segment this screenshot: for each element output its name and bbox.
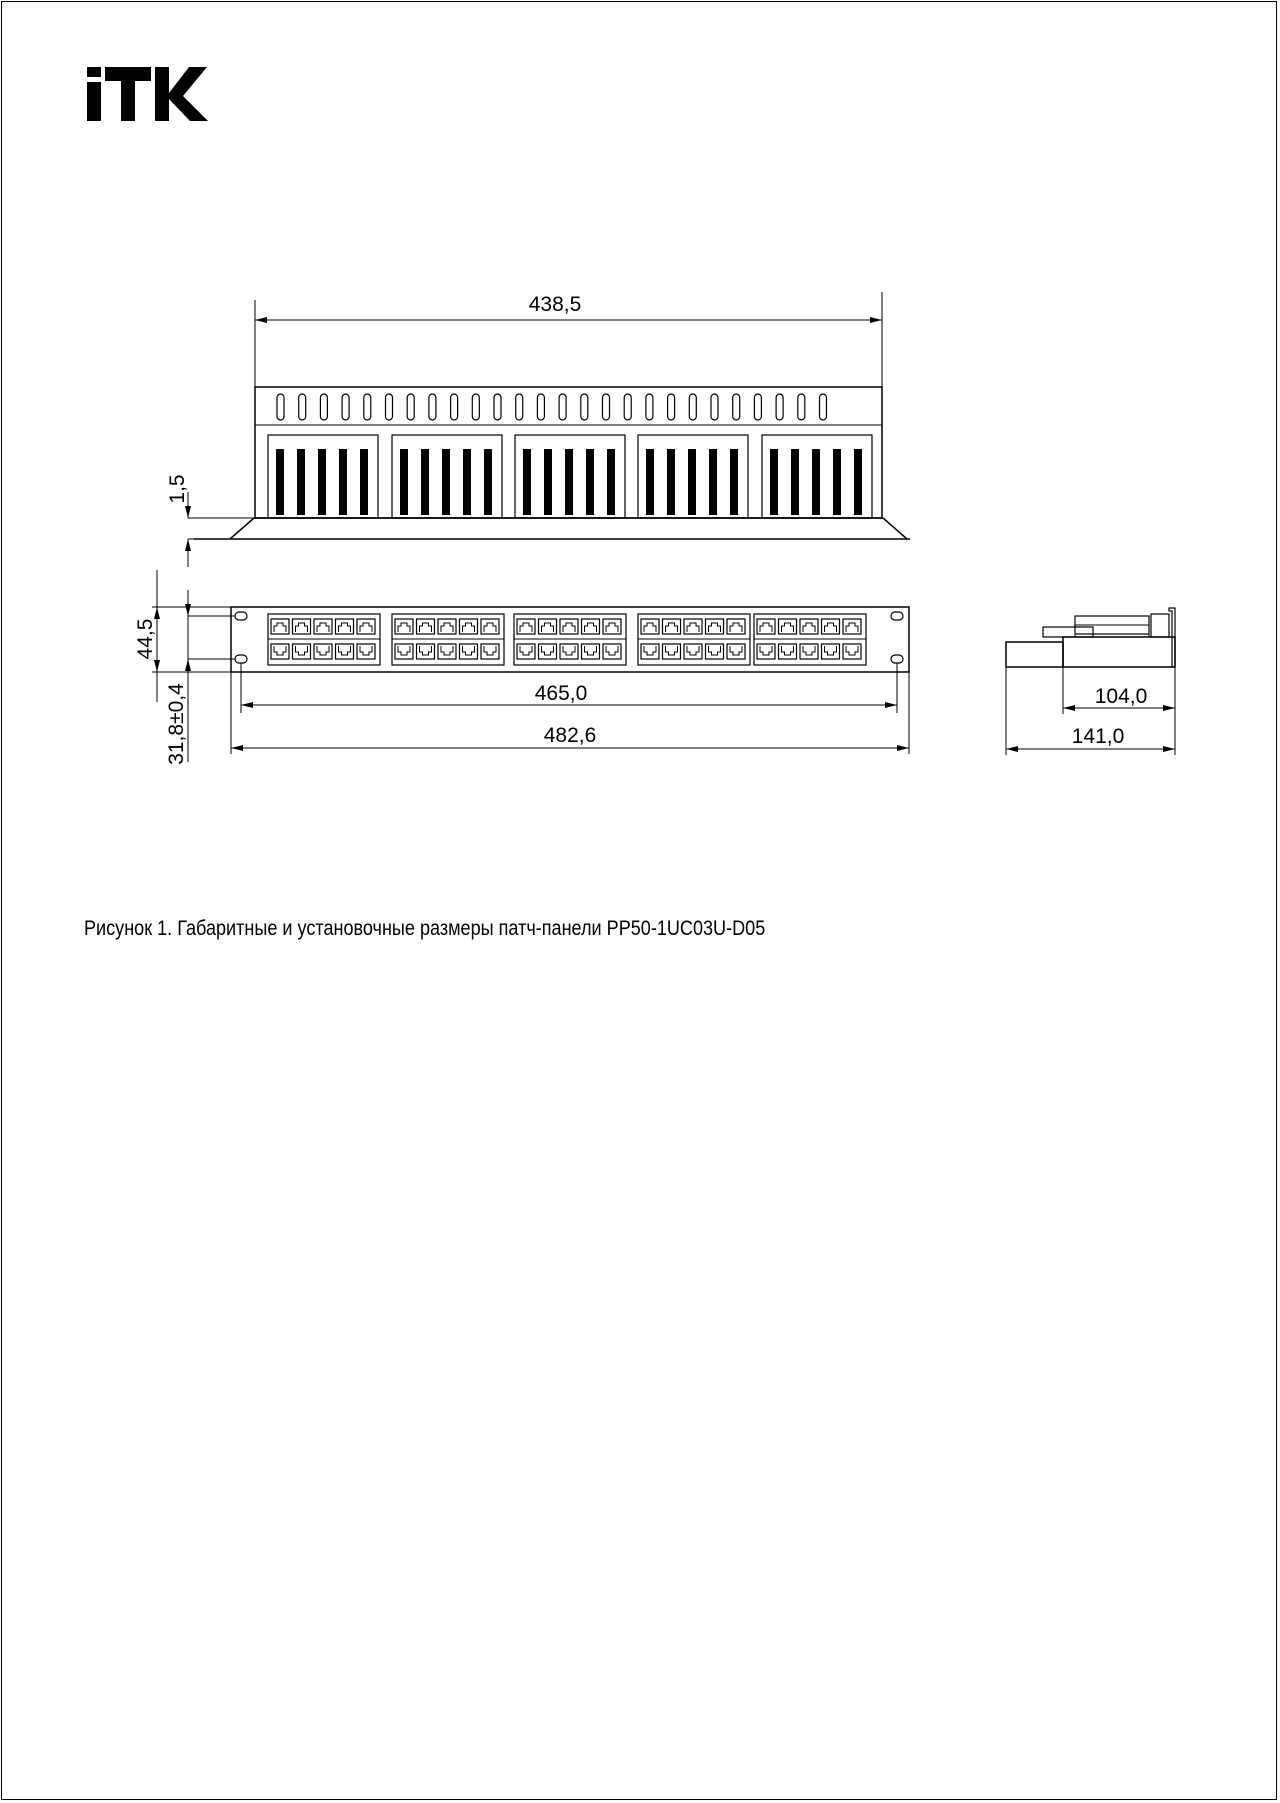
- rj45-port: [395, 619, 413, 634]
- rj45-port: [271, 619, 289, 634]
- vent-slot: [429, 394, 436, 420]
- vent-slot: [820, 394, 827, 420]
- vent-slot: [798, 394, 805, 420]
- rj45-port: [560, 644, 578, 659]
- rj45-port: [417, 644, 435, 659]
- dim-mount-465: 465,0: [534, 682, 588, 705]
- vent-slot: [407, 394, 414, 420]
- figure-caption: Рисунок 1. Габаритные и установочные размеры патч-панели PP50-1UC03U-D05: [84, 917, 766, 940]
- dim-height-44-5: 44,5: [134, 618, 157, 660]
- rj45-port: [336, 619, 354, 634]
- vent-slot: [472, 394, 479, 420]
- module-contact-bar: [646, 449, 654, 515]
- rj45-port: [357, 619, 375, 634]
- module-contact-bar: [565, 449, 573, 515]
- rj45-port: [357, 644, 375, 659]
- module-contact-bar: [791, 449, 799, 515]
- rj45-port: [727, 644, 745, 659]
- rj45-port: [706, 619, 724, 634]
- module-contact-bar: [688, 449, 696, 515]
- rj45-port: [843, 619, 861, 634]
- rj45-port: [460, 619, 478, 634]
- rj45-port: [641, 619, 659, 634]
- module-contact-bar: [812, 449, 820, 515]
- rj45-port: [757, 644, 775, 659]
- module-contact-bar: [607, 449, 615, 515]
- vent-slot: [559, 394, 566, 420]
- module-contact-bar: [833, 449, 841, 515]
- rj45-port: [582, 619, 600, 634]
- vent-slot: [603, 394, 610, 420]
- dim-width-438: 438,5: [528, 293, 582, 316]
- rj45-port: [641, 644, 659, 659]
- dim-flange-1-5: 1,5: [166, 474, 189, 504]
- vent-slot: [733, 394, 740, 420]
- rj45-port: [603, 619, 621, 634]
- module-contact-bar: [339, 449, 347, 515]
- rj45-port: [460, 644, 478, 659]
- module-contact-bar: [586, 449, 594, 515]
- rj45-port: [779, 619, 797, 634]
- rj45-port: [438, 619, 456, 634]
- vent-slot: [342, 394, 349, 420]
- rj45-port: [336, 644, 354, 659]
- vent-slot: [754, 394, 761, 420]
- vent-slot: [581, 394, 588, 420]
- module-contact-bar: [523, 449, 531, 515]
- vent-slot: [624, 394, 631, 420]
- rj45-port: [293, 619, 311, 634]
- port-blocks: [268, 614, 866, 665]
- rj45-port: [706, 644, 724, 659]
- dim-overall-482: 482,6: [543, 724, 597, 747]
- rj45-port: [417, 619, 435, 634]
- rj45-port: [800, 644, 818, 659]
- vent-slot: [711, 394, 718, 420]
- rj45-port: [684, 619, 702, 634]
- vent-slot: [299, 394, 306, 420]
- module-contact-bar: [297, 449, 305, 515]
- vent-slot: [689, 394, 696, 420]
- mount-hole: [235, 655, 247, 663]
- module-contact-bar: [276, 449, 284, 515]
- rj45-port: [314, 619, 332, 634]
- module-contact-bar: [730, 449, 738, 515]
- front-view: [152, 570, 909, 762]
- vent-slot: [277, 394, 284, 420]
- vent-slot: [451, 394, 458, 420]
- module-contact-bar: [854, 449, 862, 515]
- itk-logo: [87, 67, 208, 121]
- mount-hole: [891, 655, 903, 663]
- rj45-port: [663, 644, 681, 659]
- rj45-port: [395, 644, 413, 659]
- module-contact-bar: [770, 449, 778, 515]
- vent-slot: [668, 394, 675, 420]
- vent-slot: [386, 394, 393, 420]
- rj45-port: [800, 619, 818, 634]
- module-contact-bar: [400, 449, 408, 515]
- vent-slot: [776, 394, 783, 420]
- rj45-port: [663, 619, 681, 634]
- module-contact-bar: [484, 449, 492, 515]
- rj45-port: [779, 644, 797, 659]
- rj45-port: [539, 619, 557, 634]
- rj45-port: [560, 619, 578, 634]
- module-contact-bar: [421, 449, 429, 515]
- rj45-port: [603, 644, 621, 659]
- module-contact-bar: [463, 449, 471, 515]
- mount-hole: [891, 612, 903, 620]
- vent-slot: [494, 394, 501, 420]
- dim-depth-104: 104,0: [1094, 685, 1148, 708]
- vent-slot: [537, 394, 544, 420]
- module-contact-bar: [360, 449, 368, 515]
- drawing-sheet: [1, 1, 1277, 1800]
- dim-hole-pitch: 31,8±0,4: [165, 683, 188, 765]
- module-contact-bar: [544, 449, 552, 515]
- rj45-port: [314, 644, 332, 659]
- rj45-port: [843, 644, 861, 659]
- technical-drawing: [2, 2, 1278, 1801]
- vent-slot: [320, 394, 327, 420]
- rj45-port: [481, 619, 499, 634]
- rj45-port: [822, 619, 840, 634]
- module-blocks: [268, 435, 872, 518]
- rj45-port: [757, 619, 775, 634]
- vent-slot: [364, 394, 371, 420]
- top-view: [188, 292, 910, 567]
- module-contact-bar: [709, 449, 717, 515]
- rj45-port: [293, 644, 311, 659]
- mount-hole: [235, 612, 247, 620]
- rj45-port: [684, 644, 702, 659]
- rj45-port: [539, 644, 557, 659]
- rj45-port: [727, 619, 745, 634]
- rj45-port: [438, 644, 456, 659]
- module-contact-bar: [442, 449, 450, 515]
- rj45-port: [582, 644, 600, 659]
- vent-slot: [646, 394, 653, 420]
- rj45-port: [481, 644, 499, 659]
- vent-slot: [516, 394, 523, 420]
- rj45-port: [271, 644, 289, 659]
- rj45-port: [517, 619, 535, 634]
- rj45-port: [822, 644, 840, 659]
- module-contact-bar: [318, 449, 326, 515]
- ventilation-slots: [277, 394, 827, 420]
- module-contact-bar: [667, 449, 675, 515]
- rj45-port: [517, 644, 535, 659]
- dim-depth-141: 141,0: [1071, 725, 1125, 748]
